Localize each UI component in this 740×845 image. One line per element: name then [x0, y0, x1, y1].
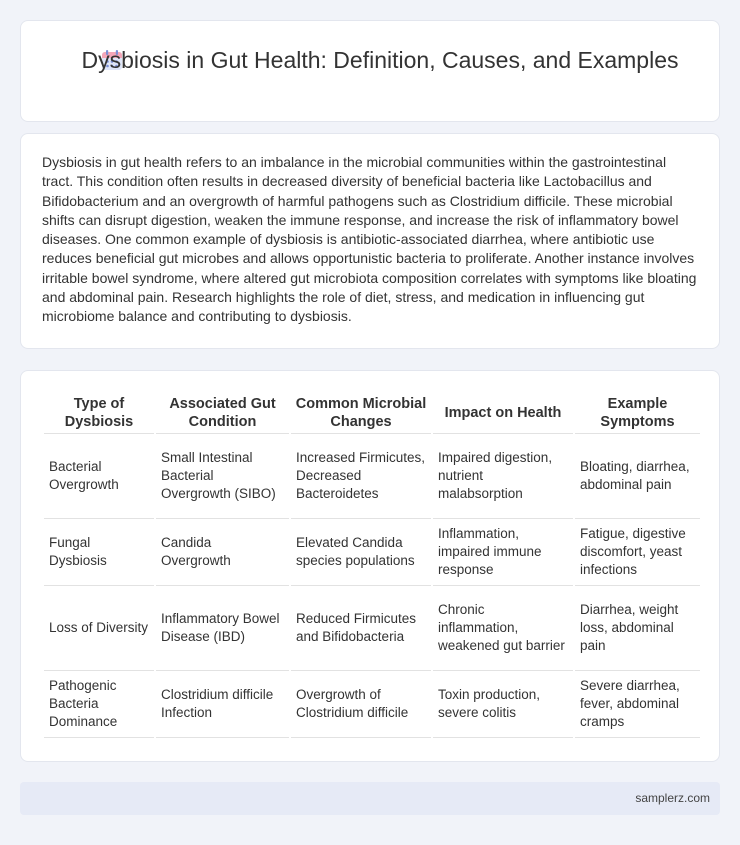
table-row	[44, 519, 700, 586]
table-cell: Loss of Diversity	[44, 586, 154, 671]
page-title: Dysbiosis in Gut Health: Definition, Causes, and Examples	[81, 47, 679, 73]
table-cell: Overgrowth of Clostridium difficile	[291, 671, 431, 738]
table-cell: Fungal Dysbiosis	[44, 519, 154, 586]
table-row	[44, 671, 700, 738]
table-cell: Candida Overgrowth	[156, 519, 289, 586]
table-cell: Diarrhea, weight loss, abdominal pain	[575, 586, 700, 671]
table-cell: Chronic inflammation, weakened gut barrier	[433, 586, 573, 671]
table-card	[20, 370, 720, 762]
table-cell: Elevated Candida species populations	[291, 519, 431, 586]
table-cell: Severe diarrhea, fever, abdominal cramps	[575, 671, 700, 738]
table-cell: Bacterial Overgrowth	[44, 434, 154, 519]
table-cell: Clostridium difficile Infection	[156, 671, 289, 738]
table-cell: Fatigue, digestive discomfort, yeast infections	[575, 519, 700, 586]
description-card	[20, 133, 720, 349]
title-card	[20, 20, 720, 122]
table-cell: Bloating, diarrhea, abdominal pain	[575, 434, 700, 519]
table-cell: Inflammation, impaired immune response	[433, 519, 573, 586]
column-header: Impact on Health	[433, 393, 573, 434]
table-cell: Increased Firmicutes, Decreased Bacteroidetes	[291, 434, 431, 519]
description-text: Dysbiosis in gut health refers to an imbalance in the microbial communities within the gastrointestinal tract. This condition often results in decreased diversity of beneficial bacteria like Lactobacillus and Bifidobacterium and an overgrowth of harmful pathogens such as Clostridium difficile. These microbial shifts can disrupt digestion, weaken the immune response, and increase the risk of inflammatory bowel diseases. One common example of dysbiosis is antibiotic-associated diarrhea, where antibiotic use reduces beneficial gut microbes and allows opportunistic bacteria to proliferate. Another instance involves irritable bowel syndrome, where altered gut microbiota composition correlates with symptoms like bloating and abdominal pain. Research highlights the role of diet, stress, and medication in influencing gut microbiome balance and contributing to dysbiosis.	[42, 154, 697, 325]
dysbiosis-table	[42, 393, 702, 738]
table-cell: Small Intestinal Bacterial Overgrowth (SIBO)	[156, 434, 289, 519]
table-cell: Inflammatory Bowel Disease (IBD)	[156, 586, 289, 671]
column-header: Associated Gut Condition	[156, 393, 289, 434]
table-header-row	[44, 393, 700, 434]
table-cell: Impaired digestion, nutrient malabsorption	[433, 434, 573, 519]
table-row	[44, 434, 700, 519]
table-cell: Toxin production, severe colitis	[433, 671, 573, 738]
footer-site-link[interactable]: samplerz.com	[635, 791, 710, 805]
column-header: Common Microbial Changes	[291, 393, 431, 434]
table-row	[44, 586, 700, 671]
column-header: Example Symptoms	[575, 393, 700, 434]
table-cell: Reduced Firmicutes and Bifidobacteria	[291, 586, 431, 671]
table-cell: Pathogenic Bacteria Dominance	[44, 671, 154, 738]
column-header: Type of Dysbiosis	[44, 393, 154, 434]
footer	[20, 782, 720, 815]
